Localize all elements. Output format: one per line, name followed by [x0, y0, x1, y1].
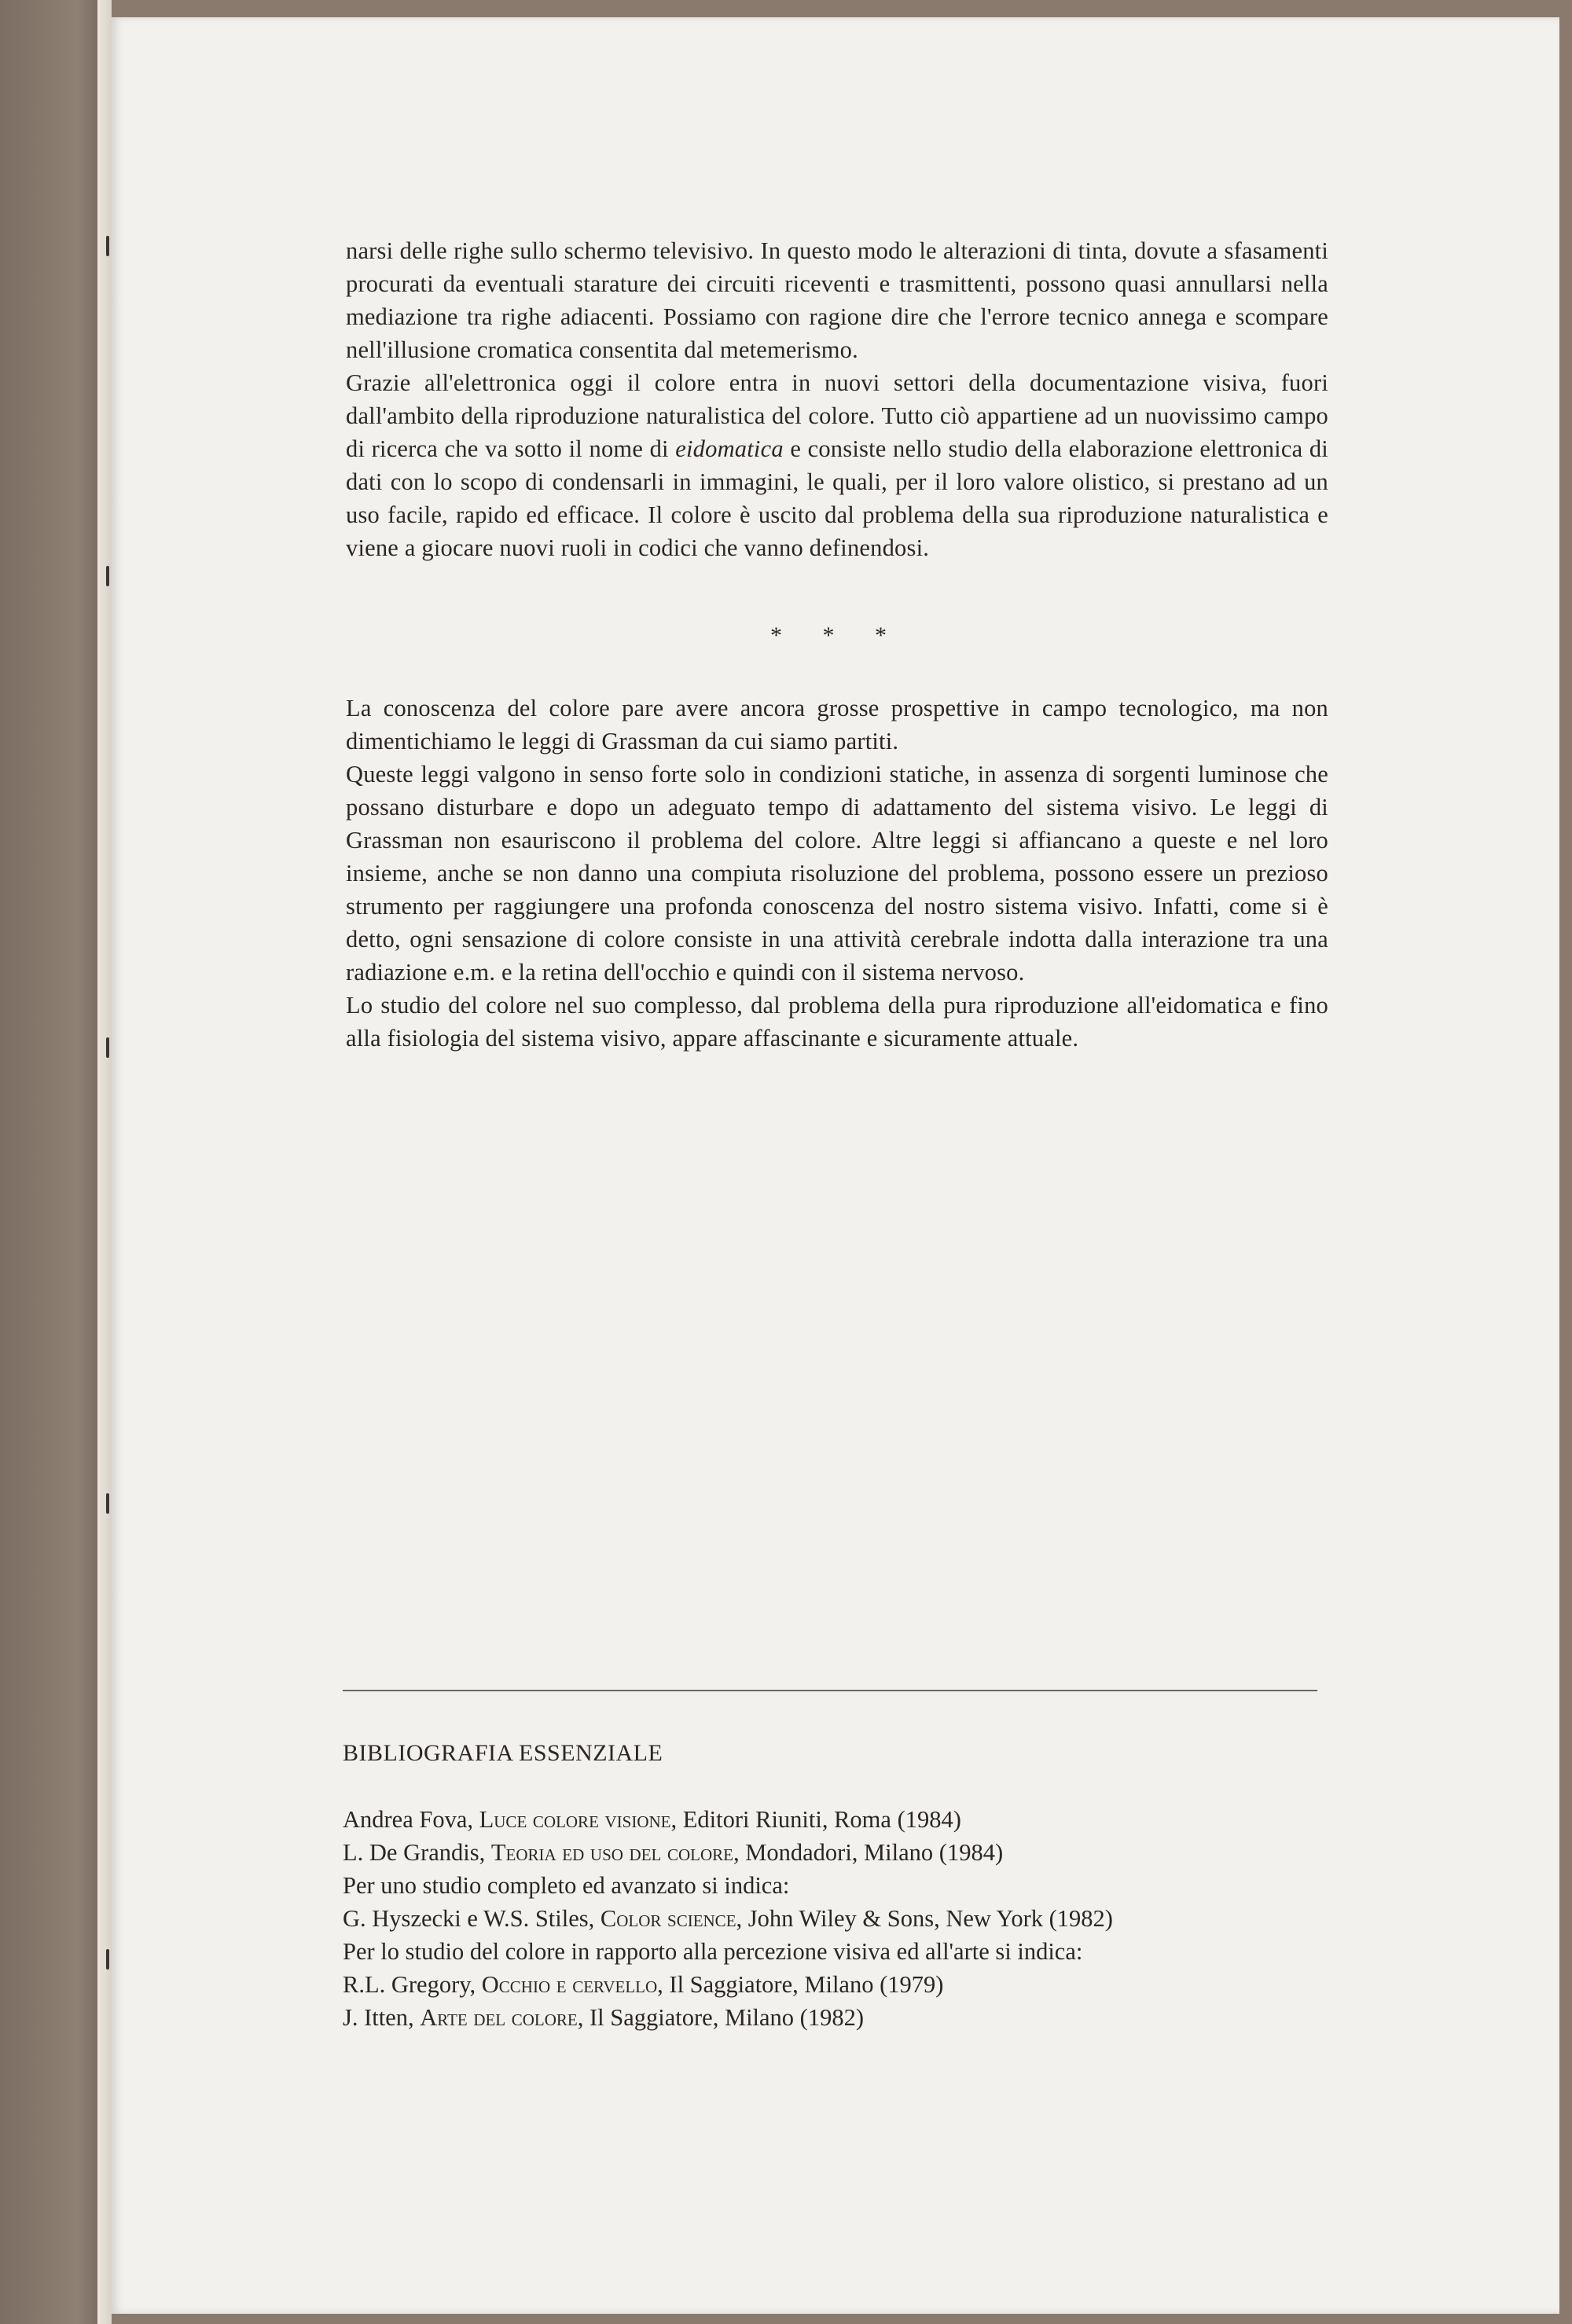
binding-stitch: [106, 1037, 109, 1058]
page-edge: [97, 0, 112, 2324]
author: L. De Grandis,: [343, 1839, 491, 1866]
binding-stitch: [106, 566, 109, 586]
publisher: , John Wiley & Sons, New York (1982): [736, 1905, 1113, 1932]
book-title: Luce colore visione: [479, 1806, 671, 1833]
text-span: Grazie all'elettronica oggi il colore entra in nuovi settori della documentazione visiva, fuori dall'ambito della riproduzione naturalistica del colore. Tutto ciò appartiene ad un nuovissimo campo di ricerca che va sotto il nome di: [346, 369, 1328, 462]
paragraph: Lo studio del colore nel suo complesso, dal problema della pura riproduzione all'eidomatica e fino alla fisiologia del sistema visivo, appare affascinante e sicuramente attuale.: [346, 992, 1328, 1052]
book-title: Teoria ed uso del colore: [490, 1839, 734, 1866]
body-text-lower: [346, 692, 1328, 1055]
author: J. Itten,: [343, 2004, 421, 2031]
body-text-upper: [346, 234, 1328, 564]
paragraph: La conoscenza del colore pare avere ancora grosse prospettive in campo tecnologico, ma non dimentichiamo le leggi di Grassman da cui siamo partiti.: [346, 695, 1328, 754]
bibliography-entry: [343, 2001, 1364, 2034]
author: Andrea Fova,: [343, 1806, 479, 1833]
publisher: , Editori Riuniti, Roma (1984): [670, 1806, 961, 1833]
bibliography-note: Per lo studio del colore in rapporto alla percezione visiva ed all'arte si indica:: [343, 1938, 1083, 1965]
bibliography-entry: [343, 1902, 1364, 1935]
paragraph: [346, 366, 1328, 564]
book-title: Arte del colore: [420, 2004, 578, 2031]
publisher: , Mondadori, Milano (1984): [733, 1839, 1004, 1866]
text-span: e consiste nello studio della elaborazione elettronica di dati con lo scopo di condensarli in immagini, le quali, per il loro valore olistico, si prestano ad un uso facile, rapido ed efficace. Il colore è uscito dal problema della sua riproduzione naturalistica e viene a giocare nuovi ruoli in codici che vanno definendosi.: [346, 435, 1328, 561]
bibliography-entry: [343, 1968, 1364, 2001]
paragraph: Queste leggi valgono in senso forte solo in condizioni statiche, in assenza di sorgenti luminose che possano disturbare e dopo un adeguato tempo di adattamento del sistema visivo. Le leggi di Grassman non esauriscono il problema del colore. Altre leggi si affiancano a queste e nel loro insieme, anche se non danno una compiuta risoluzione del problema, possono essere un prezioso strumento per raggiungere una profonda conoscenza del nostro sistema visivo. Infatti, come si è detto, ogni sensazione di colore consiste in una attività cerebrale indotta dalla interazione tra una radiazione e.m. e la retina dell'occhio e quindi con il sistema nervoso.: [346, 761, 1328, 986]
book-title: Occhio e cervello: [481, 1971, 658, 1998]
book-title: Color science: [600, 1905, 736, 1932]
bibliography-entry: [343, 1803, 1364, 1836]
divider-rule: [343, 1690, 1317, 1691]
bibliography-title: BIBLIOGRAFIA ESSENZIALE: [343, 1740, 663, 1766]
author: R.L. Gregory,: [343, 1971, 482, 1998]
binding-stitch: [106, 236, 109, 256]
publisher: , Il Saggiatore, Milano (1982): [577, 2004, 864, 2031]
bibliography-entry: [343, 1836, 1364, 1869]
bibliography-list: [343, 1803, 1364, 2034]
publisher: , Il Saggiatore, Milano (1979): [657, 1971, 944, 1998]
binding-stitch: [106, 1493, 109, 1514]
section-separator: * * *: [770, 622, 904, 648]
emphasis: eidomatica: [675, 435, 784, 462]
book-binding: [0, 0, 112, 2324]
bibliography-note: Per uno studio completo ed avanzato si indica:: [343, 1872, 790, 1899]
author: G. Hyszecki e W.S. Stiles,: [343, 1905, 601, 1932]
paragraph: narsi delle righe sullo schermo televisivo. In questo modo le alterazioni di tinta, dovute a sfasamenti procurati da eventuali starature dei circuiti riceventi e trasmittenti, possono quasi annullarsi nella mediazione tra righe adiacenti. Possiamo con ragione dire che l'errore tecnico annega e scompare nell'illusione cromatica consentita dal metemerismo.: [346, 237, 1328, 363]
binding-stitch: [106, 1949, 109, 1970]
